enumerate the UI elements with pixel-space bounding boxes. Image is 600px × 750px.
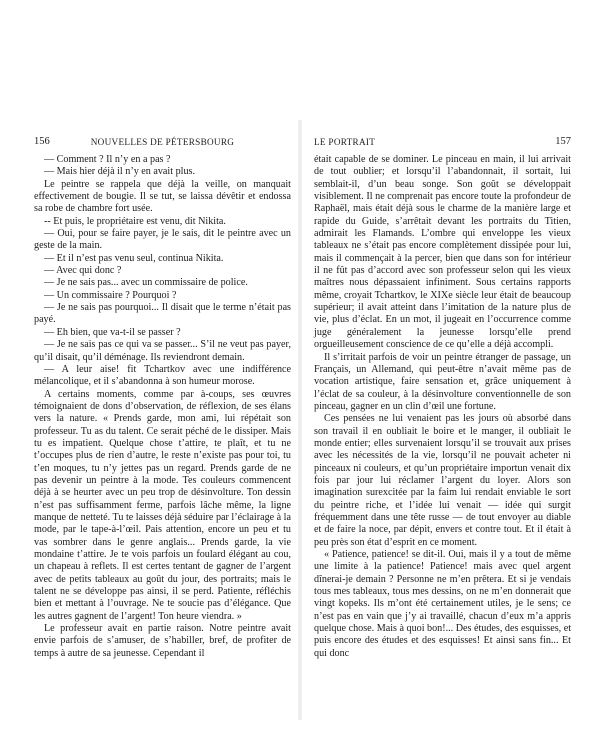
paragraph: Le professeur avait en partie raison. Notre peintre avait envie parfois de s’amuser, de s’habiller, bref, de profiter de temps à autre de sa jeunesse. Cependant il <box>34 623 291 659</box>
right-page-number: 157 <box>555 136 571 147</box>
right-page-text <box>314 154 571 660</box>
paragraph: — Un commissaire ? Pourquoi ? <box>44 289 177 301</box>
paragraph: — Comment ? Il n’y en a pas ? <box>44 154 171 165</box>
left-page-number: 156 <box>34 136 50 147</box>
right-page-header <box>314 134 571 150</box>
paragraph: — Mais hier déjà il n’y en avait plus. <box>44 166 195 178</box>
paragraph: — Je ne sais pas ce qui va se passer... S’il ne veut pas payer, qu’il disait, qu’il déménage. Ils reviendront demain. <box>34 339 291 363</box>
left-page-text <box>34 154 291 660</box>
paragraph: — Eh bien, que va-t-il se passer ? <box>44 326 181 338</box>
paragraph: était capable de se dominer. Le pinceau en main, il lui arrivait de tout oublier; et lorsqu’il l’abandonnait, il sortait, lui semblait-il, d’un beau songe. Son goût se développait visiblement. Il ne comprenait pas encore toute la profondeur de Raphaël, mais était déjà sous le charme de la manière large et rapide du Guide, s’arrêtait devant les portraits du Titien, admirait les Flamands. L’ombre qui enveloppe les vieux tableaux ne s’était pas encore complètement dissipée pour lui, mais il commençait à la percer, bien que dans son for intérieur il ne fût pas d’accord avec son professeur selon qui les vieux maîtres nous dépassaient infiniment. Sous certains rapports même, croyait Tchartkov, le XIXe siècle leur était de beaucoup supérieur; il avait atteint dans l’imitation de la nature plus de vie, plus d’éclat. En un mot, il jugeait en l’occurrence comme juge généralement la jeunesse lorsqu’elle prend orgueilleusement conscience de ce qu’elle a déjà accompli. <box>314 154 571 351</box>
right-page <box>314 134 571 660</box>
paragraph: — A leur aise! fit Tchartkov avec une indifférence mélancolique, et il s’abandonna à son humeur morose. <box>34 363 291 388</box>
left-page-header <box>34 134 291 150</box>
paragraph: — Je ne sais pas... avec un commissaire de police. <box>44 277 248 289</box>
paragraph: Il s’irritait parfois de voir un peintre étranger de passage, un Français, un Allemand, qui peut-être n’avait même pas de vocation artistique, faire sensation et, grâce uniquement à l’éclat de sa couleur, à la désinvolture conventionnelle de son pinceau, gagner en un clin d’œil une fortune. <box>314 351 571 412</box>
paragraph: — Et il n’est pas venu seul, continua Nikita. <box>44 252 224 264</box>
paragraph: — Je ne sais pas pourquoi... Il disait que le terme n’était pas payé. <box>34 302 291 326</box>
left-page <box>34 134 291 660</box>
paragraph: -- Et puis, le propriétaire est venu, dit Nikita. <box>44 215 226 227</box>
book-gutter <box>298 120 302 720</box>
paragraph: — Oui, pour se faire payer, je le sais, dit le peintre avec un geste de la main. <box>34 228 291 252</box>
paragraph: Le peintre se rappela que déjà la veille, on manquait effectivement de bougie. Il se tut, se laissa dévêtir et endossa sa robe de chambre fort usée. <box>34 178 291 215</box>
right-running-title: LE PORTRAIT <box>314 137 376 147</box>
paragraph: Ces pensées ne lui venaient pas les jours où absorbé dans son travail il en oubliait le boire et le manger, il oubliait le monde entier; elles survenaient lorsqu’il se trouvait aux prises avec les nécessités de la vie, lorsqu’il ne pouvait acheter ni pinceaux ni couleurs, et qu’un propriétaire importun venait dix fois par jour lui réclamer l’argent du loyer. Alors son imagination surexcitée par la faim lui rendait enviable le sort du peintre riche, et l’idée lui venait — idée qui surgit fréquemment dans une tête russe — de tout envoyer au diable et de faire la noce, par dépit, envers et contre tout. Et il était à peu près son état d’esprit en ce moment. <box>314 413 571 548</box>
left-running-title: NOUVELLES DE PÉTERSBOURG <box>90 137 235 147</box>
paragraph: — Avec qui donc ? <box>44 265 122 277</box>
paragraph: « Patience, patience! se dit-il. Oui, mais il y a tout de même une limite à la patience! Patience! mais avec quel argent dînerai-je demain ? Personne ne m’en prêtera. Et si je vendais tous mes tableaux, tous mes dessins, on ne m’en donnerait que vingt kopeks. Ils m’ont été certainement utiles, je le sens; ce n’est pas en vain que j’y ai travaillé, chacun d’eux m’a appris quelque chose. Mais à quoi bon!... Des études, des esquisses, et puis encore des études et des esquisses! Et ainsi sans fin... Et qui donc <box>314 549 572 659</box>
paragraph: A certains moments, comme par à-coups, ses œuvres témoignaient de dons d’observation, de réflexion, de ses élans vers la nature. « Prends garde, mon ami, lui répétait son professeur. Tu as du talent. Ce serait péché de le dissiper. Mais tu es impatient. Quelque chose t’attire, te plaît, et tu ne t’occupes plus de rien d’autre, le reste n’existe pas pour toi, tu t’en moques, tu n’y jettes pas un regard. Prends garde de ne pas devenir un peintre à la mode. Tes couleurs commencent déjà à se heurter avec un peu trop de désinvolture. Ton dessin n’est pas suffisamment ferme, parfois lâche même, la ligne manque de netteté. Tu te laisses déjà séduire par l’éclairage à la mode, par le tape-à-l’œil. Pais attention, encore un peu et tu vas sombrer dans le genre anglais... Prends garde, la vie mondaine t’attire. Je te vois parfois un foulard élégant au cou, un chapeau à reflets. Il est certes tentant de gagner de l’argent avec de petits tableaux au goût du jour, des portraits; mais le talent ne se développe pas ainsi, il se perd. Patiente, réfléchis bien et mettant à l’ouvrage. Ne te soucie pas d’élégance. Que les autres gagnent de l’argent! Ton heure viendra. » <box>34 388 291 622</box>
